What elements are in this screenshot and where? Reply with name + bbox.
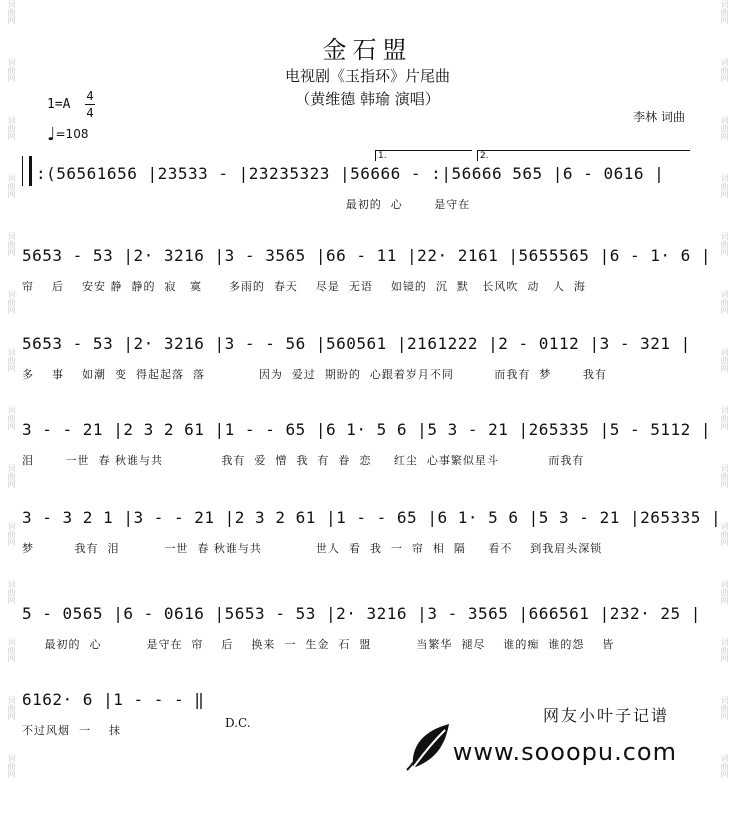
watermark: 词曲网 xyxy=(720,406,729,430)
lyrics-line: 多 事 如潮 变 得起起落 落 因为 爱过 期盼的 心跟着岁月不同 而我有 梦 我有 xyxy=(22,368,607,381)
time-signature-top: 4 xyxy=(86,89,94,103)
volta-first: 1. xyxy=(375,150,472,161)
watermark: 词曲网 xyxy=(720,58,729,82)
time-signature-bottom: 4 xyxy=(86,106,94,120)
score-row xyxy=(22,590,713,650)
lyrics-line: 不过风烟 一 抹 xyxy=(22,724,121,737)
score-row xyxy=(22,320,713,380)
watermark: 词曲网 xyxy=(720,464,729,488)
score-row xyxy=(22,406,713,466)
transcriber-signature: 网友小叶子记谱 xyxy=(542,706,669,725)
watermark: 词曲网 xyxy=(720,580,729,604)
repeat-start-barline xyxy=(22,156,32,186)
lyrics-line: 泪 一世 春 秋谁与共 我有 爱 憎 我 有 眷 恋 红尘 心事繁似星斗 而我有 xyxy=(22,454,585,467)
right-watermark-strip xyxy=(713,0,735,827)
numbered-notes: 5653 - 53 |2· 3216 |3 - - 56 |560561 |2161222 |2 - 0112 |3 - 321 | xyxy=(22,334,691,353)
watermark: 词曲网 xyxy=(7,754,16,778)
watermark: 词曲网 xyxy=(720,0,729,24)
da-capo-marking: D.C. xyxy=(225,716,251,730)
watermark: 词曲网 xyxy=(720,116,729,140)
watermark: 词曲网 xyxy=(7,406,16,430)
lyrics-line: 最初的 心 是守在 帘 后 换来 一 生金 石 盟 当繁华 褪尽 谁的痴 谁的怨 皆 xyxy=(22,638,615,651)
watermark: 词曲网 xyxy=(720,696,729,720)
performers: （黄维德 韩瑜 演唱） xyxy=(295,90,440,108)
lyrics-line: 梦 我有 泪 一世 春 秋谁与共 世人 看 我 一 帘 相 隔 看不 到我眉头深锁 xyxy=(22,542,603,555)
watermark: 词曲网 xyxy=(7,232,16,256)
numbered-notes: 6162· 6 |1 - - - ‖ xyxy=(22,690,205,709)
volta-second: 2. xyxy=(477,150,690,161)
watermark: 词曲网 xyxy=(7,116,16,140)
watermark: 词曲网 xyxy=(7,580,16,604)
numbered-notes: 3 - 3 2 1 |3 - - 21 |2 3 2 61 |1 - - 65 |6 1· 5 6 |5 3 - 21 |265335 | xyxy=(22,508,722,527)
time-signature xyxy=(85,88,95,121)
key-signature: 1=A xyxy=(47,97,71,112)
tempo-marking xyxy=(47,124,88,145)
tempo-value: =108 xyxy=(55,127,89,141)
composer-credit: 李林 词曲 xyxy=(633,110,685,124)
watermark: 词曲网 xyxy=(720,522,729,546)
watermark: 词曲网 xyxy=(720,232,729,256)
site-url[interactable]: www.sooopu.com xyxy=(452,738,677,766)
watermark: 词曲网 xyxy=(7,522,16,546)
watermark: 词曲网 xyxy=(7,348,16,372)
lyrics-line: 最初的 心 是守在 xyxy=(22,198,471,211)
leaf-icon xyxy=(405,720,453,772)
quarter-note-icon: ♩ xyxy=(47,124,56,145)
watermark: 词曲网 xyxy=(7,0,16,24)
lyrics-line: 帘 后 安安 静 静的 寂 寞 多雨的 春天 尽是 无语 如镜的 沉 默 长风吹 动 人 海 xyxy=(22,280,586,293)
numbered-notes: 5653 - 53 |2· 3216 |3 - 3565 |66 - 11 |22· 2161 |5655565 |6 - 1· 6 | xyxy=(22,246,712,265)
watermark: 词曲网 xyxy=(720,754,729,778)
numbered-notes: 5 - 0565 |6 - 0616 |5653 - 53 |2· 3216 |3 - 3565 |666561 |232· 25 | xyxy=(22,604,701,623)
watermark: 词曲网 xyxy=(7,174,16,198)
watermark: 词曲网 xyxy=(7,290,16,314)
watermark: 词曲网 xyxy=(720,348,729,372)
watermark: 词曲网 xyxy=(720,290,729,314)
score-row xyxy=(22,494,722,555)
watermark: 词曲网 xyxy=(7,58,16,82)
numbered-notes: :(56561656 |23533 - |23235323 |56666 - :|56666 565 |6 - 0616 | xyxy=(36,164,665,183)
song-title: 金石盟 xyxy=(322,36,413,64)
watermark: 词曲网 xyxy=(7,464,16,488)
score-row xyxy=(22,232,713,292)
numbered-notes: 3 - - 21 |2 3 2 61 |1 - - 65 |6 1· 5 6 |5 3 - 21 |265335 |5 - 5112 | xyxy=(22,420,712,439)
watermark: 词曲网 xyxy=(7,638,16,662)
watermark: 词曲网 xyxy=(720,174,729,198)
watermark: 词曲网 xyxy=(720,638,729,662)
watermark: 词曲网 xyxy=(7,696,16,720)
score-row xyxy=(22,150,713,210)
song-subtitle: 电视剧《玉指环》片尾曲 xyxy=(284,67,450,85)
left-watermark-strip xyxy=(0,0,22,827)
